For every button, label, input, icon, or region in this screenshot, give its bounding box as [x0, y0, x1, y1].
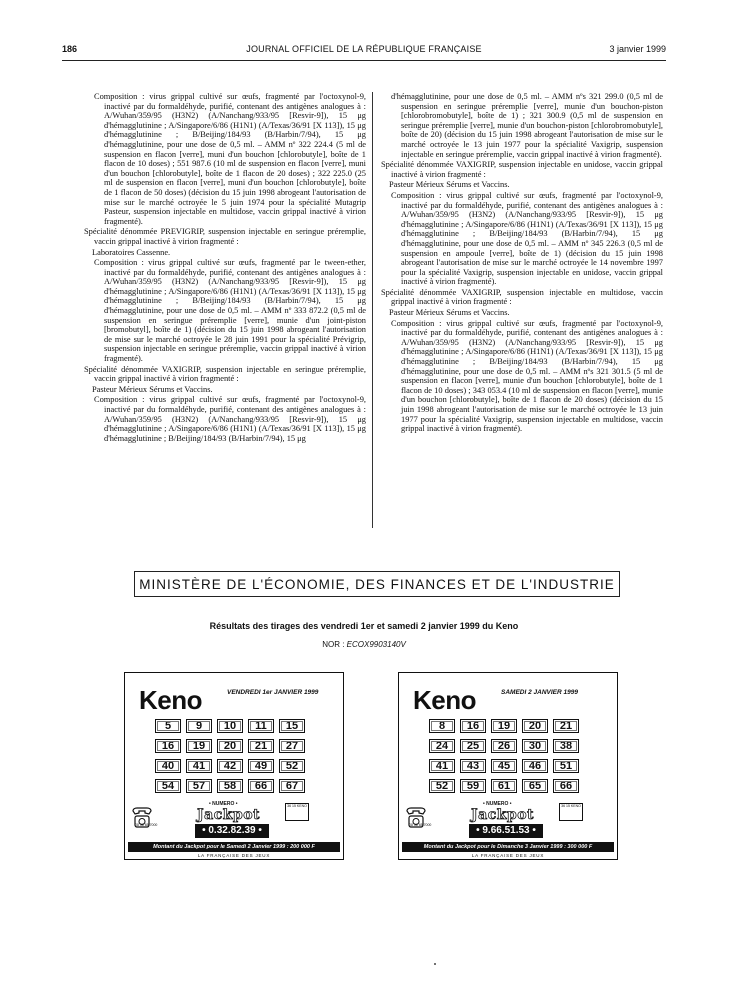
drawn-number: 67 — [279, 779, 305, 793]
drawn-number: 43 — [460, 759, 486, 773]
drawn-number: 24 — [429, 739, 455, 753]
specialty-paragraph: Spécialité dénommée VAXIGRIP, suspension injectable en seringue préremplie, vaccin grippal inactivé à virion fragmenté : — [84, 364, 366, 384]
drawn-number: 41 — [186, 759, 212, 773]
drawn-number: 66 — [553, 779, 579, 793]
drawn-number: 61 — [491, 779, 517, 793]
page-number: 186 — [62, 44, 78, 54]
drawn-number: 52 — [279, 759, 305, 773]
phone-number: 08 36 65 7000 — [409, 823, 432, 827]
jackpot-logo: Jackpot — [197, 807, 261, 823]
left-column — [84, 92, 366, 444]
drawn-number: 19 — [186, 739, 212, 753]
drawn-number: 26 — [491, 739, 517, 753]
keno-ticket-saturday — [398, 672, 618, 860]
drawn-number: 9 — [186, 719, 212, 733]
column-divider — [372, 92, 373, 528]
drawn-number: 57 — [186, 779, 212, 793]
drawn-number: 8 — [429, 719, 455, 733]
draw-date: SAMEDI 2 JANVIER 1999 — [501, 689, 578, 696]
ministry-heading — [134, 571, 620, 597]
drawn-number: 20 — [522, 719, 548, 733]
drawn-number: 16 — [460, 719, 486, 733]
composition-paragraph: Composition : virus grippal cultivé sur œufs, fragmenté par l'octoxynol-9, inactivé par du formaldéhyde, purifié, contenant des antigènes analogues à : A/Wuhan/359/95 (H3N2) (A/Nanchang/933/95 [Resvir-9]), 15 μg d'hémagglutinine ; A/Singapore/6/86 (H1N1) (A/Texas/36/91 [X 113]), 15 μg d'hémagglutinine ; B/Beijing/184/93 (B/Harbin/7/94), 15 μg d'hémagglutinine, pour une dose de 0,5 ml. – AMM nº 322 224.4 (5 ml de suspension en flacon [verre], muni d'un bouchon [chlorobutyle], boîte de 1 flacon de 10 doses) ; 551 987.6 (10 ml de suspension en flacon [verre], muni d'un bouchon [chlorobutyle], boîte de 1 flacon de 20 doses) ; 322 225.0 (25 ml de suspension en flacon [verre], muni d'un bouchon [chlorobutyle], boîte de 1 flacon de 50 doses) (décision du 15 juin 1998 abrogeant l'autorisation de mise sur le marché octroyée le 5 juin 1974 pour la spécialité Mutagrip Pasteur, suspension injectable en multidose, vaccin grippal inactivé à virion fragmenté). — [94, 92, 366, 226]
drawn-number: 65 — [522, 779, 548, 793]
issue-date: 3 janvier 1999 — [609, 44, 666, 54]
laboratory-name: Pasteur Mérieux Sérums et Vaccins. — [389, 180, 510, 190]
composition-paragraph: d'hémagglutinine, pour une dose de 0,5 ml. – AMM nºs 321 299.0 (0,5 ml de suspension en seringue préremplie [verre], munie d'un bouchon-piston [chlorobromobutyle], boîte de 1) ; 321 300.9 (0,5 ml de suspension en seringue préremplie [verre], munie d'un bouchon-piston [chlorobromobutyle], boîte de 20) (décision du 15 juin 1998 abrogeant l'autorisation de mise sur le marché octroyée le 13 juin 1977 pour la spécialité Vaxigrip, suspension injectable en seringue préremplie, vaccin grippal inactivé à virion fragmenté). — [391, 92, 663, 159]
drawn-number: 52 — [429, 779, 455, 793]
draw-date: VENDREDI 1er JANVIER 1999 — [227, 689, 319, 696]
ticket-footer: LA FRANÇAISE DES JEUX — [197, 853, 271, 858]
specialty-paragraph: Spécialité dénommée VAXIGRIP, suspension injectable en unidose, vaccin grippal inactivé à virion fragmenté : — [381, 160, 663, 179]
keno-ticket-friday — [124, 672, 344, 860]
keno-logo: Keno — [139, 685, 202, 715]
numero-label: • NUMERO • — [209, 801, 238, 807]
jackpot-code: • 9.66.51.53 • — [469, 824, 543, 838]
minitel-box: 36 15 KENO — [559, 803, 583, 821]
drawn-number: 54 — [155, 779, 181, 793]
jackpot-logo: Jackpot — [471, 807, 535, 823]
journal-title: JOURNAL OFFICIEL DE LA RÉPUBLIQUE FRANÇAISE — [246, 44, 482, 54]
drawn-number: 20 — [217, 739, 243, 753]
ministry-title: MINISTÈRE DE L'ÉCONOMIE, DES FINANCES ET DE L'INDUSTRIE — [139, 576, 615, 592]
nor-code: ECOX9903140V — [346, 640, 406, 649]
number-grid — [429, 719, 581, 801]
page-header — [62, 44, 666, 58]
drawn-number: 59 — [460, 779, 486, 793]
nor-label: NOR : — [322, 640, 345, 649]
keno-logo: Keno — [413, 685, 476, 715]
minitel-box: 36 15 KENO — [285, 803, 309, 821]
drawn-number: 19 — [491, 719, 517, 733]
drawn-number: 10 — [217, 719, 243, 733]
composition-paragraph: Composition : virus grippal cultivé sur œufs, fragmenté par l'octoxynol-9, inactivé par du formaldéhyde, purifié, contenant des antigènes analogues à : A/Wuhan/359/95 (H3N2) (A/Nanchang/933/95 [Resvir-9]), 15 μg d'hémagglutinine ; A/Singapore/6/86 (H1N1) (A/Texas/36/91 [X 113]), 15 μg d'hémagglutinine ; B/Beijing/184/93 (B/Harbin/7/94), 15 μg d'hémagglutinine, pour une dose de 0,5 ml. – AMM nº 345 226.3 (0,5 ml de suspension en ampoule [verre], boîte de 1) (décision du 15 juin 1998 abrogeant l'autorisation de mise sur le marché octroyée le 14 novembre 1997 pour la spécialité Vaxigrip, suspension injectable en unidose, vaccin grippal inactivé à virion fragmenté). — [391, 190, 663, 287]
composition-paragraph: Composition : virus grippal cultivé sur œufs, fragmenté par l'octoxynol-9, inactivé par du formaldéhyde, purifié, contenant des antigènes analogues à : A/Wuhan/359/95 (H3N2) (A/Nanchang/933/95 [Resvir-9]), 15 μg d'hémagglutinine ; A/Singapore/6/86 (H1N1) (A/Texas/36/91 [X 113]), 15 μg d'hémagglutinine ; B/Beijing/184/93 (B/Harbin/7/94), 15 μg — [94, 395, 366, 443]
drawn-number: 41 — [429, 759, 455, 773]
phone-number: 08 36 65 7000 — [135, 823, 158, 827]
specialty-paragraph: Spécialité dénommée PREVIGRIP, suspension injectable en seringue préremplie, vaccin grippal inactivé à virion fragmenté : — [84, 227, 366, 246]
jackpot-banner: Montant du Jackpot pour le Samedi 2 Janvier 1999 : 200 000 F — [128, 842, 340, 852]
composition-paragraph: Composition : virus grippal cultivé sur œufs, fragmenté par le tween-ether, inactivé par du formaldéhyde, purifié, contenant des antigènes analogues à : A/Wuhan/359/95 (H3N2) (A/Nanchang/933/95 [Resvir-9]), 15 μg d'hémagglutinine ; A/Singapore/6/86 (H1N1) (A/Texas/36/91 [X 113]), 15 μg d'hémagglutinine ; B/Beijing/184/93 (B/Harbin/7/94), 15 μg d'hémagglutinine, pour une dose de 0,5 ml. – AMM nº 333 872.2 (0,5 ml de suspension en seringue préremplie [verre], munie d'un joint-piston [bromobutyl], boîte de 1) (décision du 15 juin 1998 abrogeant l'autorisation de mise sur le marché octroyée le 28 juin 1991 pour la spécialité Prévigrip, suspension injectable en seringue préremplie, vaccin grippal inactivé à virion fragmenté). — [94, 258, 366, 364]
drawn-number: 21 — [553, 719, 579, 733]
numero-label: • NUMERO • — [483, 801, 512, 807]
drawn-number: 46 — [522, 759, 548, 773]
drawn-number: 30 — [522, 739, 548, 753]
drawn-number: 49 — [248, 759, 274, 773]
drawn-number: 38 — [553, 739, 579, 753]
number-grid — [155, 719, 307, 801]
laboratory-name: Laboratoires Cassenne. — [92, 247, 171, 257]
laboratory-name: Pasteur Mérieux Sérums et Vaccins. — [389, 308, 510, 318]
drawn-number: 66 — [248, 779, 274, 793]
drawn-number: 42 — [217, 759, 243, 773]
specialty-paragraph: Spécialité dénommée VAXIGRIP, suspension injectable en multidose, vaccin grippal inactivé à virion fragmenté : — [381, 287, 663, 307]
drawn-number: 40 — [155, 759, 181, 773]
header-rule — [62, 60, 666, 61]
ticket-footer: LA FRANÇAISE DES JEUX — [471, 853, 545, 858]
results-title: Résultats des tirages des vendredi 1er et samedi 2 janvier 1999 du Keno — [209, 621, 519, 631]
drawn-number: 58 — [217, 779, 243, 793]
drawn-number: 21 — [248, 739, 274, 753]
laboratory-name: Pasteur Mérieux Sérums et Vaccins. — [92, 384, 213, 394]
drawn-number: 16 — [155, 739, 181, 753]
jackpot-code: • 0.32.82.39 • — [195, 824, 269, 838]
drawn-number: 27 — [279, 739, 305, 753]
page-speck — [434, 963, 436, 965]
drawn-number: 15 — [279, 719, 305, 733]
drawn-number: 11 — [248, 719, 274, 733]
jackpot-banner: Montant du Jackpot pour le Dimanche 3 Janvier 1999 : 300 000 F — [402, 842, 614, 852]
drawn-number: 51 — [553, 759, 579, 773]
drawn-number: 45 — [491, 759, 517, 773]
drawn-number: 5 — [155, 719, 181, 733]
composition-paragraph: Composition : virus grippal cultivé sur œufs, fragmenté par l'octoxynol-9, inactivé par du formaldéhyde, purifié, contenant des antigènes analogues à : A/Wuhan/359/95 (H3N2) (A/Nanchang/933/95 [Resvir-9]), 15 μg d'hémagglutinine ; A/Singapore/6/86 (H1N1) (A/Texas/36/91 [X 113]), 15 μg d'hémagglutinine ; B/Beijing/184/93 (B/Harbin/7/94), 15 μg d'hémagglutinine, pour une dose de 0,5 ml. – AMM nºs 321 301.5 (5 ml de suspension en flacon [verre], munie d'un bouchon [chlorobutyle], boîte de 1 flacon de 10 doses) ; 343 053.4 (10 ml de suspension en flacon [verre], munie d'un bouchon [chlorobutyle], boîte de 1 flacon de 20 doses) (décision du 15 juin 1998 abrogeant l'autorisation de mise sur le marché octroyée le 13 juin 1977 pour la spécialité Vaxigrip, suspension injectable en multidose, vaccin grippal inactivé à virion fragmenté). — [391, 318, 663, 434]
right-column — [381, 92, 663, 435]
drawn-number: 25 — [460, 739, 486, 753]
nor-reference — [62, 640, 666, 649]
